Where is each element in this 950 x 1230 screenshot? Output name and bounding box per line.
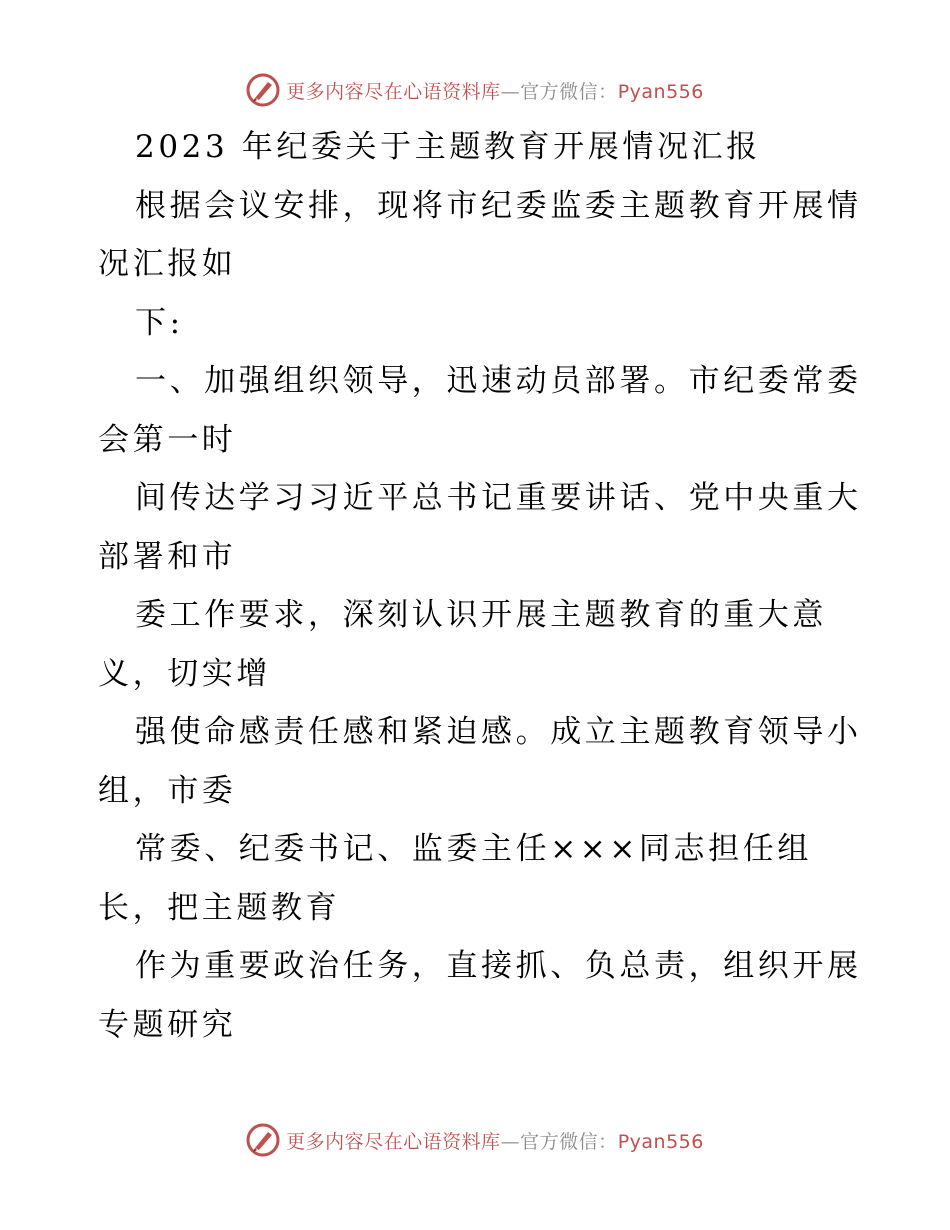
text-line: 间传达学习习近平总书记重要讲话、党中央重大 <box>135 480 862 516</box>
text-line: 委工作要求，深刻认识开展主题教育的重大意 <box>135 597 827 633</box>
watermark-header <box>0 68 950 112</box>
text-line: 下: <box>135 304 184 341</box>
watermark-main-text: 更多内容尽在心语资料库 <box>286 80 501 103</box>
watermark-separator: — <box>500 80 521 103</box>
pen-logo-icon <box>246 73 280 107</box>
text-line: 一、加强组织领导，迅速动员部署。市纪委常委 <box>135 363 862 399</box>
document-title: 2023 年纪委关于主题教育开展情况汇报 <box>135 129 761 165</box>
watermark-footer <box>0 1118 950 1162</box>
document-body <box>98 118 862 1054</box>
watermark-main-text: 更多内容尽在心语资料库 <box>286 1130 501 1153</box>
text-line: 专题研究 <box>98 1006 237 1043</box>
watermark-prefix: 官方微信： <box>520 80 618 103</box>
watermark-account: Pyan556 <box>617 80 704 103</box>
watermark-account: Pyan556 <box>617 1130 704 1153</box>
text-line: 义，切实增 <box>98 655 271 692</box>
text-line: 强使命感责任感和紧迫感。成立主题教育领导小 <box>135 714 862 750</box>
text-line: 根据会议安排，现将市纪委监委主题教育开展情 <box>135 187 862 224</box>
pen-logo-icon <box>246 1123 280 1157</box>
text-line: 部署和市 <box>98 538 237 575</box>
text-line: 组，市委 <box>98 772 237 809</box>
text-line: 况汇报如 <box>98 246 237 282</box>
watermark-prefix: 官方微信： <box>520 1130 618 1153</box>
watermark-separator: — <box>500 1130 521 1153</box>
text-line: 长，把主题教育 <box>98 889 341 926</box>
text-line: 作为重要政治任务，直接抓、负总责，组织开展 <box>135 948 862 984</box>
text-line: 常委、纪委书记、监委主任×××同志担任组 <box>135 831 812 867</box>
text-line: 会第一时 <box>98 421 237 458</box>
